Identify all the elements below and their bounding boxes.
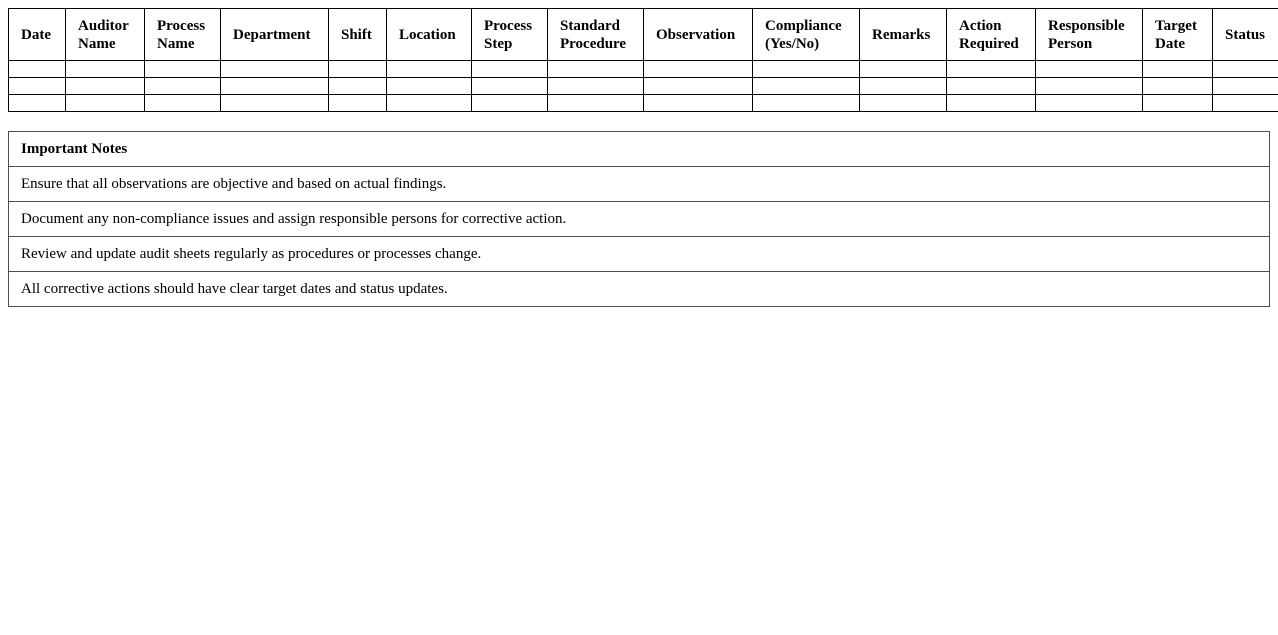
notes-title: Important Notes <box>9 132 1270 167</box>
table-row <box>9 78 1278 95</box>
table-cell[interactable] <box>145 78 221 95</box>
column-header-action-required: Action Required <box>947 9 1036 61</box>
list-item <box>9 237 1270 272</box>
audit-sheet-table <box>8 8 1278 112</box>
table-cell[interactable] <box>1143 95 1213 112</box>
table-cell[interactable] <box>145 95 221 112</box>
table-cell[interactable] <box>1213 78 1278 95</box>
column-header-responsible-person: Responsible Person <box>1036 9 1143 61</box>
important-notes-table <box>8 131 1270 307</box>
table-cell[interactable] <box>329 78 387 95</box>
table-cell[interactable] <box>1213 95 1278 112</box>
note-text: Document any non-compliance issues and assign responsible persons for corrective action. <box>9 202 1270 237</box>
table-cell[interactable] <box>644 95 753 112</box>
table-cell[interactable] <box>860 95 947 112</box>
table-row <box>9 95 1278 112</box>
list-item <box>9 167 1270 202</box>
table-cell[interactable] <box>387 78 472 95</box>
column-header-process-name: Process Name <box>145 9 221 61</box>
table-cell[interactable] <box>472 78 548 95</box>
table-cell[interactable] <box>644 78 753 95</box>
table-cell[interactable] <box>644 61 753 78</box>
table-cell[interactable] <box>1036 61 1143 78</box>
table-cell[interactable] <box>753 95 860 112</box>
table-cell[interactable] <box>9 95 66 112</box>
column-header-target-date: Target Date <box>1143 9 1213 61</box>
column-header-standard-procedure: Standard Procedure <box>548 9 644 61</box>
column-header-auditor-name: Auditor Name <box>66 9 145 61</box>
note-text: Ensure that all observations are objective and based on actual findings. <box>9 167 1270 202</box>
table-cell[interactable] <box>66 61 145 78</box>
table-cell[interactable] <box>145 61 221 78</box>
table-cell[interactable] <box>1036 78 1143 95</box>
table-cell[interactable] <box>860 78 947 95</box>
column-header-shift: Shift <box>329 9 387 61</box>
table-cell[interactable] <box>1143 78 1213 95</box>
note-text: Review and update audit sheets regularly as procedures or processes change. <box>9 237 1270 272</box>
column-header-observation: Observation <box>644 9 753 61</box>
table-cell[interactable] <box>221 95 329 112</box>
table-cell[interactable] <box>387 61 472 78</box>
table-cell[interactable] <box>9 78 66 95</box>
table-row <box>9 61 1278 78</box>
table-cell[interactable] <box>753 61 860 78</box>
table-cell[interactable] <box>947 95 1036 112</box>
notes-header-row <box>9 132 1270 167</box>
table-cell[interactable] <box>1143 61 1213 78</box>
table-cell[interactable] <box>472 61 548 78</box>
table-cell[interactable] <box>548 95 644 112</box>
column-header-process-step: Process Step <box>472 9 548 61</box>
table-cell[interactable] <box>66 95 145 112</box>
table-cell[interactable] <box>221 78 329 95</box>
note-text: All corrective actions should have clear target dates and status updates. <box>9 272 1270 307</box>
column-header-remarks: Remarks <box>860 9 947 61</box>
column-header-department: Department <box>221 9 329 61</box>
table-cell[interactable] <box>947 61 1036 78</box>
column-header-date: Date <box>9 9 66 61</box>
list-item <box>9 272 1270 307</box>
column-header-compliance: Compliance (Yes/No) <box>753 9 860 61</box>
table-cell[interactable] <box>947 78 1036 95</box>
table-cell[interactable] <box>548 61 644 78</box>
table-cell[interactable] <box>1213 61 1278 78</box>
table-cell[interactable] <box>860 61 947 78</box>
table-cell[interactable] <box>329 61 387 78</box>
table-cell[interactable] <box>472 95 548 112</box>
list-item <box>9 202 1270 237</box>
table-cell[interactable] <box>221 61 329 78</box>
table-cell[interactable] <box>753 78 860 95</box>
table-cell[interactable] <box>9 61 66 78</box>
table-cell[interactable] <box>548 78 644 95</box>
header-row <box>9 9 1278 61</box>
column-header-status: Status <box>1213 9 1278 61</box>
table-cell[interactable] <box>329 95 387 112</box>
table-cell[interactable] <box>1036 95 1143 112</box>
column-header-location: Location <box>387 9 472 61</box>
table-cell[interactable] <box>387 95 472 112</box>
table-cell[interactable] <box>66 78 145 95</box>
